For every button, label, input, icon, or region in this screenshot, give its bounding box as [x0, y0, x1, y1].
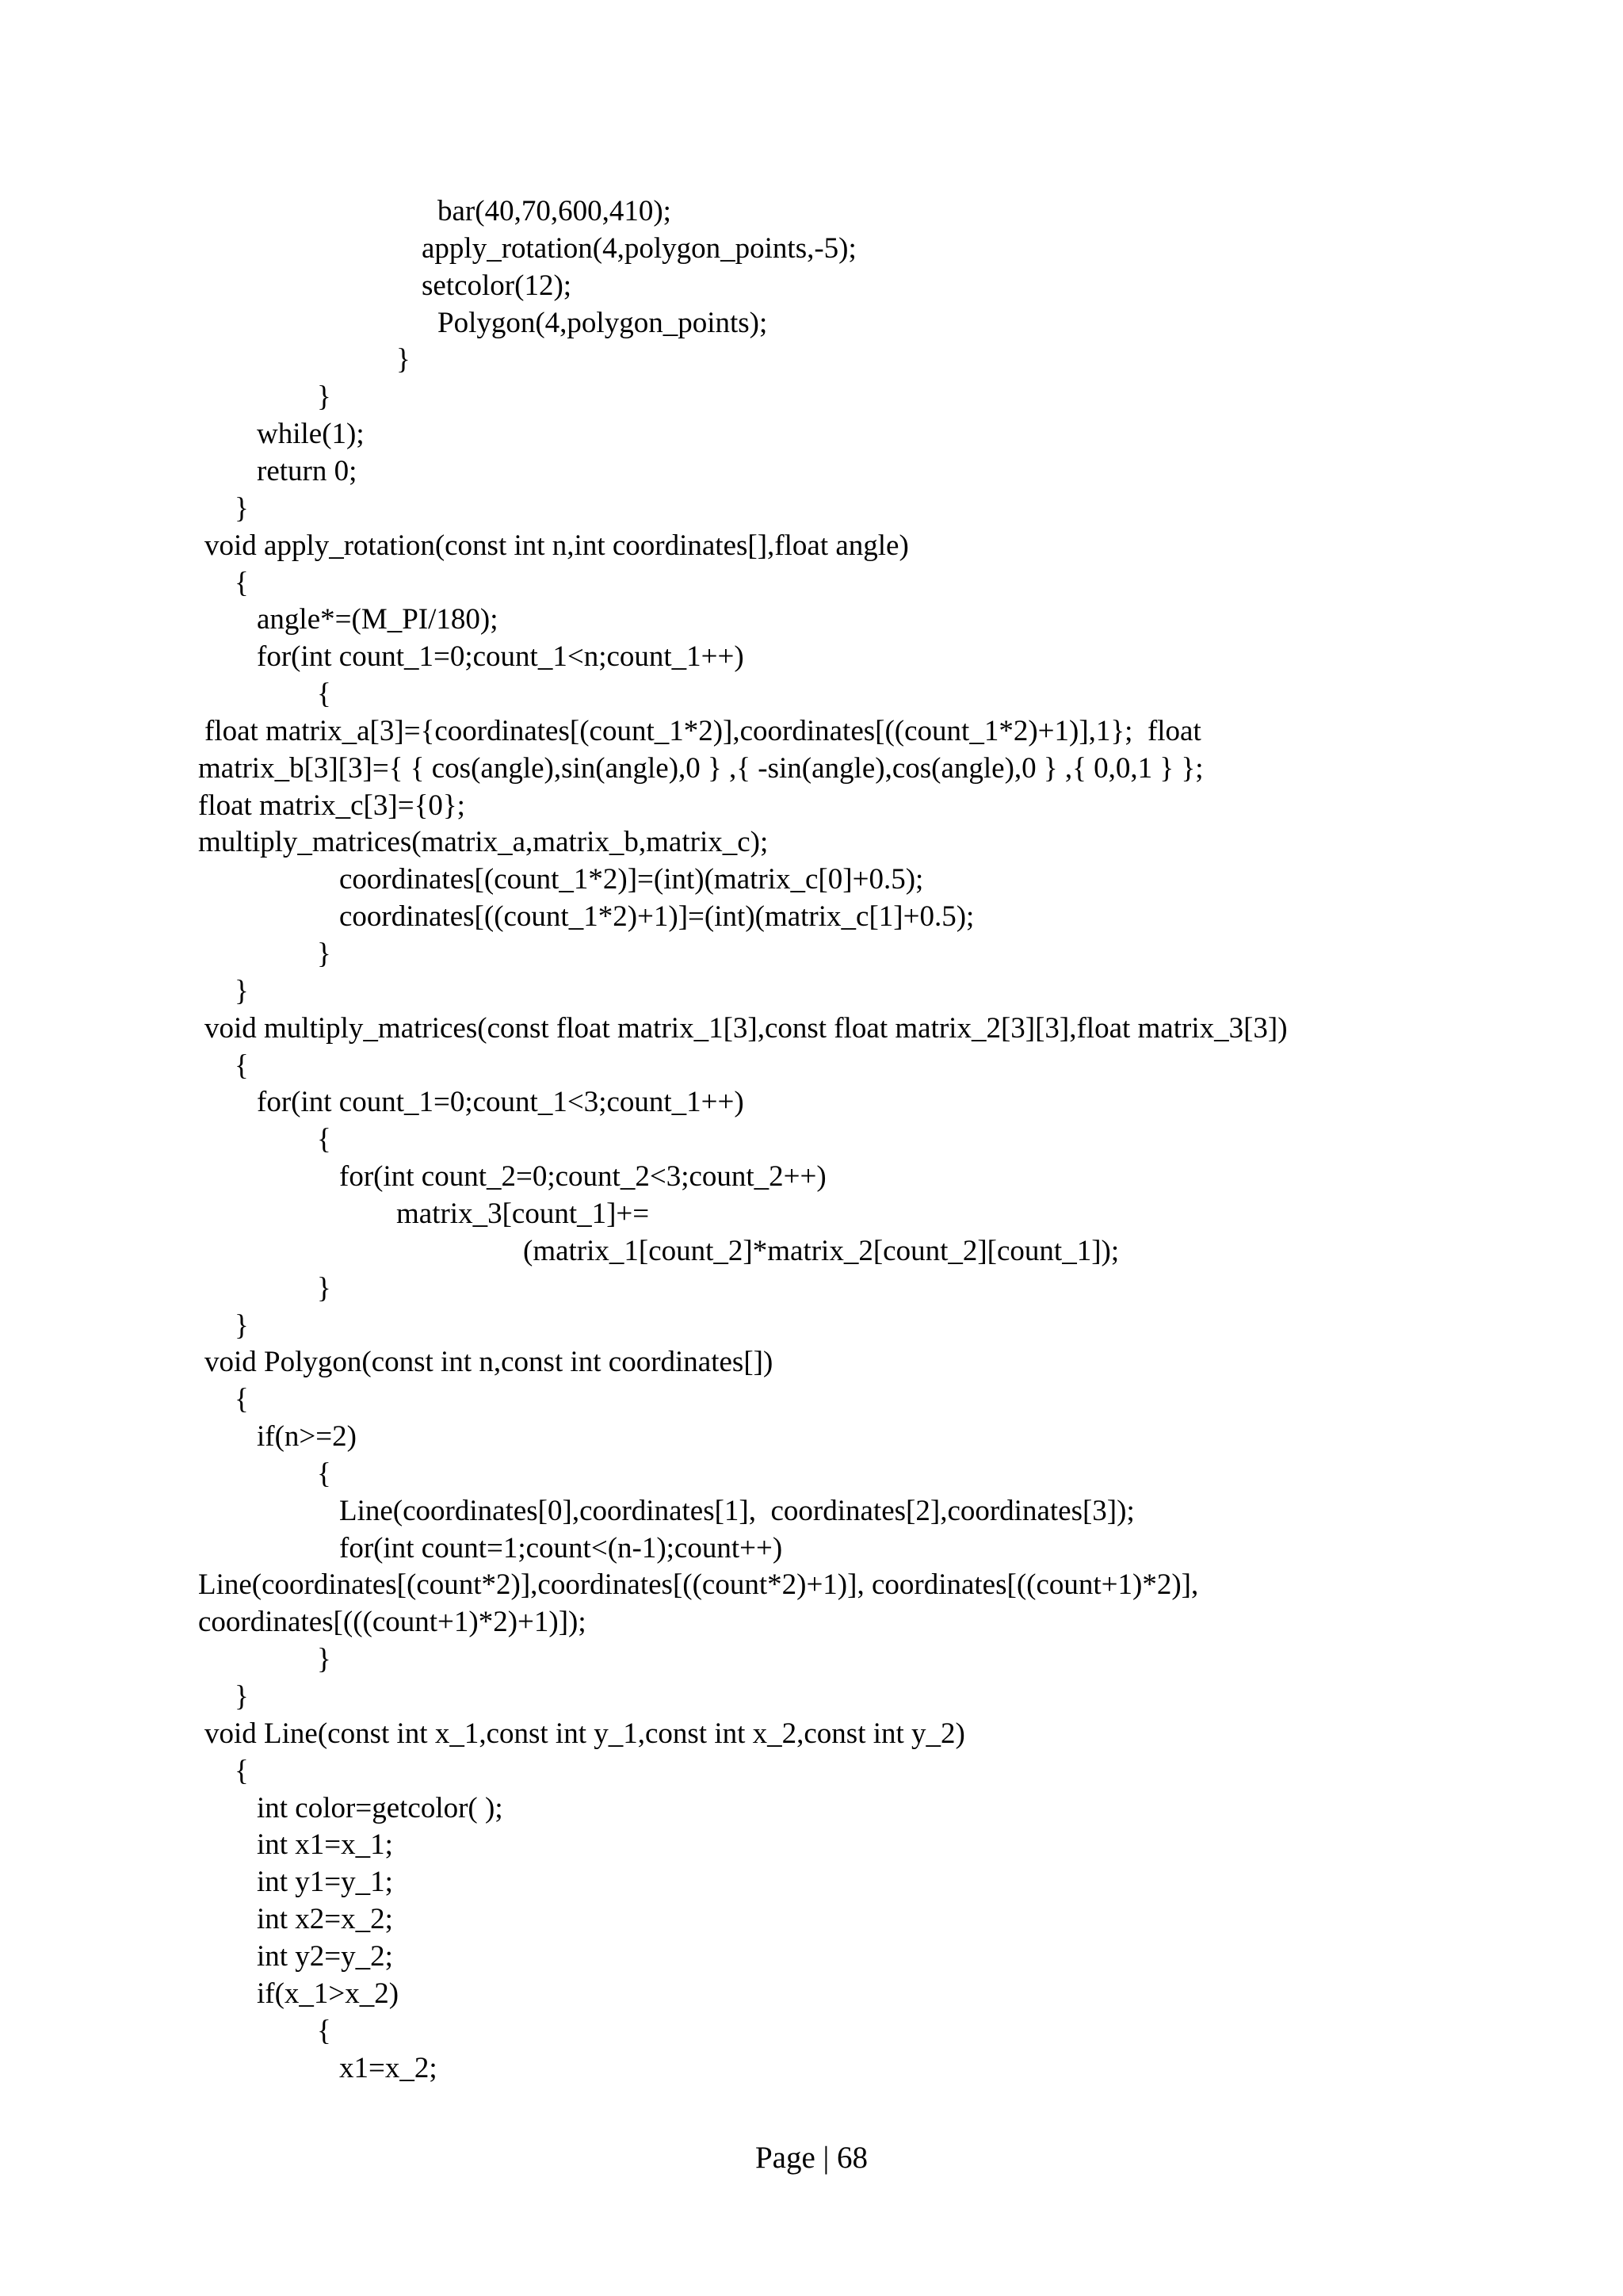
code-line: setcolor(12); — [422, 269, 572, 302]
code-line: } — [235, 975, 249, 1007]
code-line: matrix_3[count_1]+= — [396, 1198, 650, 1230]
code-line: bar(40,70,600,410); — [437, 195, 671, 227]
code-line: x1=x_2; — [339, 2052, 437, 2084]
code-line: if(x_1>x_2) — [257, 1977, 399, 2010]
code-line: int y2=y_2; — [257, 1940, 393, 1973]
code-line: for(int count_1=0;count_1<3;count_1++) — [257, 1086, 744, 1118]
code-line: coordinates[(((count+1)*2)+1)]); — [198, 1606, 586, 1638]
code-line: int y1=y_1; — [257, 1866, 393, 1898]
code-line: for(int count=1;count<(n-1);count++) — [339, 1532, 783, 1564]
code-line: void Line(const int x_1,const int y_1,const int x_2,const int y_2) — [204, 1717, 965, 1750]
code-line: { — [317, 1123, 331, 1156]
code-line: { — [235, 1049, 249, 1082]
code-line: return 0; — [257, 455, 357, 487]
code-line: for(int count_2=0;count_2<3;count_2++) — [339, 1160, 827, 1193]
code-line: void apply_rotation(const int n,int coordinates[],float angle) — [204, 529, 909, 562]
code-line: { — [235, 1383, 249, 1415]
code-line: float matrix_c[3]={0}; — [198, 789, 465, 822]
code-line: } — [317, 380, 331, 413]
code-line: { — [235, 1755, 249, 1787]
code-line: int color=getcolor( ); — [257, 1792, 503, 1824]
code-line: } — [235, 492, 249, 525]
code-line: } — [317, 938, 331, 970]
code-line: angle*=(M_PI/180); — [257, 603, 498, 636]
code-line: apply_rotation(4,polygon_points,-5); — [422, 232, 857, 265]
code-line: { — [317, 2015, 331, 2047]
code-line: } — [317, 1272, 331, 1305]
code-line: for(int count_1=0;count_1<n;count_1++) — [257, 640, 744, 673]
code-line: coordinates[((count_1*2)+1)]=(int)(matrix_c[1]+0.5); — [339, 900, 975, 933]
code-line: while(1); — [257, 418, 365, 450]
code-line: Line(coordinates[0],coordinates[1], coordinates[2],coordinates[3]); — [339, 1495, 1135, 1527]
code-line: int x2=x_2; — [257, 1903, 393, 1935]
code-line: void multiply_matrices(const float matrix_1[3],const float matrix_2[3][3],float matrix_3[3]) — [204, 1012, 1288, 1045]
code-line: { — [317, 678, 331, 710]
code-line: } — [396, 343, 411, 376]
code-line: float matrix_a[3]={coordinates[(count_1*2)],coordinates[((count_1*2)+1)],1}; float — [204, 715, 1201, 747]
code-line: (matrix_1[count_2]*matrix_2[count_2][count_1]); — [523, 1235, 1120, 1267]
page-number: Page | 68 — [754, 2141, 869, 2175]
code-line: coordinates[(count_1*2)]=(int)(matrix_c[0]+0.5); — [339, 863, 924, 896]
code-line: Polygon(4,polygon_points); — [437, 307, 768, 339]
code-line: int x1=x_1; — [257, 1828, 393, 1861]
code-line: } — [317, 1643, 331, 1675]
code-line: { — [235, 567, 249, 599]
code-line: } — [235, 1680, 249, 1713]
code-line: { — [317, 1457, 331, 1490]
code-line: Line(coordinates[(count*2)],coordinates[((count*2)+1)], coordinates[((count+1)*2)], — [198, 1568, 1199, 1601]
code-line: multiply_matrices(matrix_a,matrix_b,matrix_c); — [198, 826, 769, 858]
code-line: matrix_b[3][3]={ { cos(angle),sin(angle),0 } ,{ -sin(angle),cos(angle),0 } ,{ 0,0,1 } }; — [198, 752, 1204, 785]
code-line: if(n>=2) — [257, 1420, 357, 1453]
code-line: } — [235, 1309, 249, 1342]
code-line: void Polygon(const int n,const int coordinates[]) — [204, 1346, 773, 1378]
